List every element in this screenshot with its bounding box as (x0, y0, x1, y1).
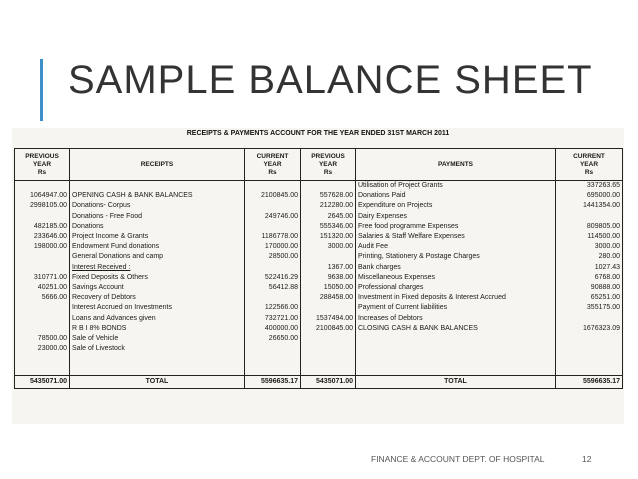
title-accent-bar (40, 59, 43, 121)
cell-prev-year-receipt: 233646.00 (15, 232, 70, 242)
cell-payment-label: Donations Paid (356, 191, 556, 201)
cell-prev-year-receipt (15, 212, 70, 222)
total-current-year-receipt: 5596635.17 (245, 375, 301, 388)
cell-prev-year-payment (301, 354, 356, 364)
cell-current-year-payment (556, 344, 623, 354)
cell-payment-label: Free food programme Expenses (356, 222, 556, 232)
cell-prev-year-payment: 288458.00 (301, 293, 356, 303)
cell-current-year-payment: 280.00 (556, 252, 623, 262)
cell-current-year-receipt (245, 365, 301, 376)
cell-current-year-payment: 809805.00 (556, 222, 623, 232)
cell-prev-year-payment: 2100845.00 (301, 324, 356, 334)
cell-prev-year-payment (301, 334, 356, 344)
cell-current-year-payment: 90888.00 (556, 283, 623, 293)
cell-payment-label (356, 344, 556, 354)
cell-current-year-receipt (245, 201, 301, 211)
cell-current-year-receipt (245, 181, 301, 192)
cell-prev-year-payment: 3000.00 (301, 242, 356, 252)
cell-receipt-label (70, 354, 245, 364)
cell-prev-year-receipt: 482185.00 (15, 222, 70, 232)
cell-current-year-payment: 114500.00 (556, 232, 623, 242)
cell-current-year-payment: 337263.65 (556, 181, 623, 192)
slide-title: SAMPLE BALANCE SHEET (68, 58, 593, 102)
total-payment-label: TOTAL (356, 375, 556, 388)
cell-receipt-label: General Donations and camp (70, 252, 245, 262)
cell-current-year-payment: 65251.00 (556, 293, 623, 303)
cell-prev-year-receipt (15, 324, 70, 334)
cell-prev-year-receipt (15, 354, 70, 364)
cell-prev-year-payment: 9638.00 (301, 273, 356, 283)
cell-receipt-label: Fixed Deposits & Others (70, 273, 245, 283)
cell-payment-label: Salaries & Staff Welfare Expenses (356, 232, 556, 242)
table-row (15, 212, 623, 222)
cell-payment-label: Bank charges (356, 263, 556, 273)
cell-current-year-receipt: 1186778.00 (245, 232, 301, 242)
cell-prev-year-payment: 212280.00 (301, 201, 356, 211)
total-current-year-payment: 5596635.17 (556, 375, 623, 388)
cell-current-year-payment: 1441354.00 (556, 201, 623, 211)
cell-receipt-label: Project Income & Grants (70, 232, 245, 242)
ledger-body (15, 181, 623, 389)
cell-prev-year-payment (301, 344, 356, 354)
cell-payment-label (356, 365, 556, 376)
cell-payment-label: Dairy Expenses (356, 212, 556, 222)
cell-payment-label: Audit Fee (356, 242, 556, 252)
cell-prev-year-payment: 555346.00 (301, 222, 356, 232)
cell-prev-year-receipt (15, 314, 70, 324)
cell-prev-year-receipt: 23000.00 (15, 344, 70, 354)
col-header-receipts: RECEIPTS (70, 149, 245, 181)
cell-current-year-receipt: 249746.00 (245, 212, 301, 222)
cell-payment-label: CLOSING CASH & BANK BALANCES (356, 324, 556, 334)
cell-payment-label: Utilisation of Project Grants (356, 181, 556, 192)
cell-current-year-payment: 3000.00 (556, 242, 623, 252)
total-receipt-label: TOTAL (70, 375, 245, 388)
cell-receipt-label: Savings Account (70, 283, 245, 293)
cell-prev-year-receipt (15, 181, 70, 192)
col-header-payments: PAYMENTS (356, 149, 556, 181)
sheet-heading: RECEIPTS & PAYMENTS ACCOUNT FOR THE YEAR ENDED 31ST MARCH 2011 (186, 130, 450, 137)
table-row (15, 303, 623, 313)
table-row (15, 263, 623, 273)
cell-receipt-label: Loans and Advances given (70, 314, 245, 324)
cell-current-year-payment (556, 314, 623, 324)
col-header-current-year-receipts: CURRENT YEAR Rs (245, 149, 301, 181)
cell-current-year-receipt: 400000.00 (245, 324, 301, 334)
cell-receipt-label: Recovery of Debtors (70, 293, 245, 303)
cell-payment-label: Professional charges (356, 283, 556, 293)
cell-payment-label: Printing, Stationery & Postage Charges (356, 252, 556, 262)
cell-prev-year-receipt: 40251.00 (15, 283, 70, 293)
cell-current-year-payment (556, 365, 623, 376)
cell-prev-year-receipt: 198000.00 (15, 242, 70, 252)
col-header-prev-year-payments: PREVIOUS YEAR Rs (301, 149, 356, 181)
cell-payment-label: Payment of Current liabilities (356, 303, 556, 313)
table-row (15, 314, 623, 324)
cell-payment-label: Miscellaneous Expenses (356, 273, 556, 283)
cell-prev-year-receipt (15, 365, 70, 376)
cell-prev-year-payment: 151320.00 (301, 232, 356, 242)
cell-current-year-receipt: 522416.29 (245, 273, 301, 283)
table-row (15, 191, 623, 201)
cell-receipt-label: OPENING CASH & BANK BALANCES (70, 191, 245, 201)
cell-current-year-payment: 1676323.09 (556, 324, 623, 334)
table-row (15, 283, 623, 293)
table-row (15, 293, 623, 303)
cell-current-year-payment: 355175.00 (556, 303, 623, 313)
cell-prev-year-payment (301, 252, 356, 262)
table-row (15, 181, 623, 192)
cell-current-year-payment (556, 334, 623, 344)
totals-row (15, 375, 623, 388)
cell-prev-year-payment (301, 365, 356, 376)
cell-prev-year-receipt: 310771.00 (15, 273, 70, 283)
cell-current-year-payment: 1027.43 (556, 263, 623, 273)
cell-payment-label (356, 334, 556, 344)
cell-prev-year-payment (301, 303, 356, 313)
cell-prev-year-payment: 15050.00 (301, 283, 356, 293)
cell-prev-year-receipt: 2998105.00 (15, 201, 70, 211)
table-row (15, 365, 623, 376)
receipts-payments-table (14, 148, 623, 389)
cell-current-year-receipt: 2100845.00 (245, 191, 301, 201)
cell-current-year-receipt: 122566.00 (245, 303, 301, 313)
cell-payment-label (356, 354, 556, 364)
table-header-row (15, 149, 623, 181)
total-prev-year-receipt: 5435071.00 (15, 375, 70, 388)
cell-current-year-receipt: 26650.00 (245, 334, 301, 344)
table-row (15, 242, 623, 252)
cell-receipt-label: Donations - Free Food (70, 212, 245, 222)
cell-receipt-label: Donations (70, 222, 245, 232)
slide-footer: FINANCE & ACCOUNT DEPT. OF HOSPITAL (371, 454, 545, 464)
cell-payment-label: Increases of Debtors (356, 314, 556, 324)
cell-prev-year-receipt (15, 303, 70, 313)
cell-receipt-label (70, 365, 245, 376)
cell-current-year-receipt (245, 354, 301, 364)
col-header-current-year-payments: CURRENT YEAR Rs (556, 149, 623, 181)
cell-current-year-receipt (245, 263, 301, 273)
table-row (15, 232, 623, 242)
cell-prev-year-receipt (15, 263, 70, 273)
cell-prev-year-receipt: 5666.00 (15, 293, 70, 303)
cell-prev-year-receipt: 78500.00 (15, 334, 70, 344)
table-row (15, 344, 623, 354)
table-row (15, 273, 623, 283)
table-row (15, 222, 623, 232)
cell-current-year-receipt (245, 293, 301, 303)
cell-current-year-receipt (245, 222, 301, 232)
cell-current-year-receipt: 170000.00 (245, 242, 301, 252)
cell-prev-year-receipt (15, 252, 70, 262)
cell-receipt-label: R B I 8% BONDS (70, 324, 245, 334)
cell-current-year-receipt: 28500.00 (245, 252, 301, 262)
cell-prev-year-payment: 2645.00 (301, 212, 356, 222)
cell-payment-label: Investment in Fixed deposits & Interest Accrued (356, 293, 556, 303)
cell-receipt-label: Sale of Vehicle (70, 334, 245, 344)
cell-prev-year-receipt: 1064947.00 (15, 191, 70, 201)
cell-prev-year-payment: 1367.00 (301, 263, 356, 273)
cell-current-year-receipt: 56412.88 (245, 283, 301, 293)
page-number: 12 (582, 454, 592, 464)
table-row (15, 354, 623, 364)
cell-current-year-payment (556, 212, 623, 222)
table-row (15, 252, 623, 262)
cell-prev-year-payment: 557628.00 (301, 191, 356, 201)
col-header-prev-year-receipts: PREVIOUS YEAR Rs (15, 149, 70, 181)
table-row (15, 334, 623, 344)
cell-receipt-label: Donations- Corpus (70, 201, 245, 211)
total-prev-year-payment: 5435071.00 (301, 375, 356, 388)
cell-payment-label: Expenditure on Projects (356, 201, 556, 211)
cell-receipt-label: Sale of Livestock (70, 344, 245, 354)
table-row (15, 324, 623, 334)
cell-prev-year-payment (301, 181, 356, 192)
cell-current-year-payment (556, 354, 623, 364)
cell-current-year-payment: 6768.00 (556, 273, 623, 283)
balance-sheet-scan (12, 128, 624, 424)
cell-receipt-label (70, 181, 245, 192)
cell-prev-year-payment: 1537494.00 (301, 314, 356, 324)
cell-receipt-label: Interest Accrued on Investments (70, 303, 245, 313)
cell-receipt-label: Endowment Fund donations (70, 242, 245, 252)
table-row (15, 201, 623, 211)
cell-current-year-receipt: 732721.00 (245, 314, 301, 324)
cell-current-year-receipt (245, 344, 301, 354)
cell-current-year-payment: 695000.00 (556, 191, 623, 201)
cell-receipt-label: Interest Received : (70, 263, 245, 273)
